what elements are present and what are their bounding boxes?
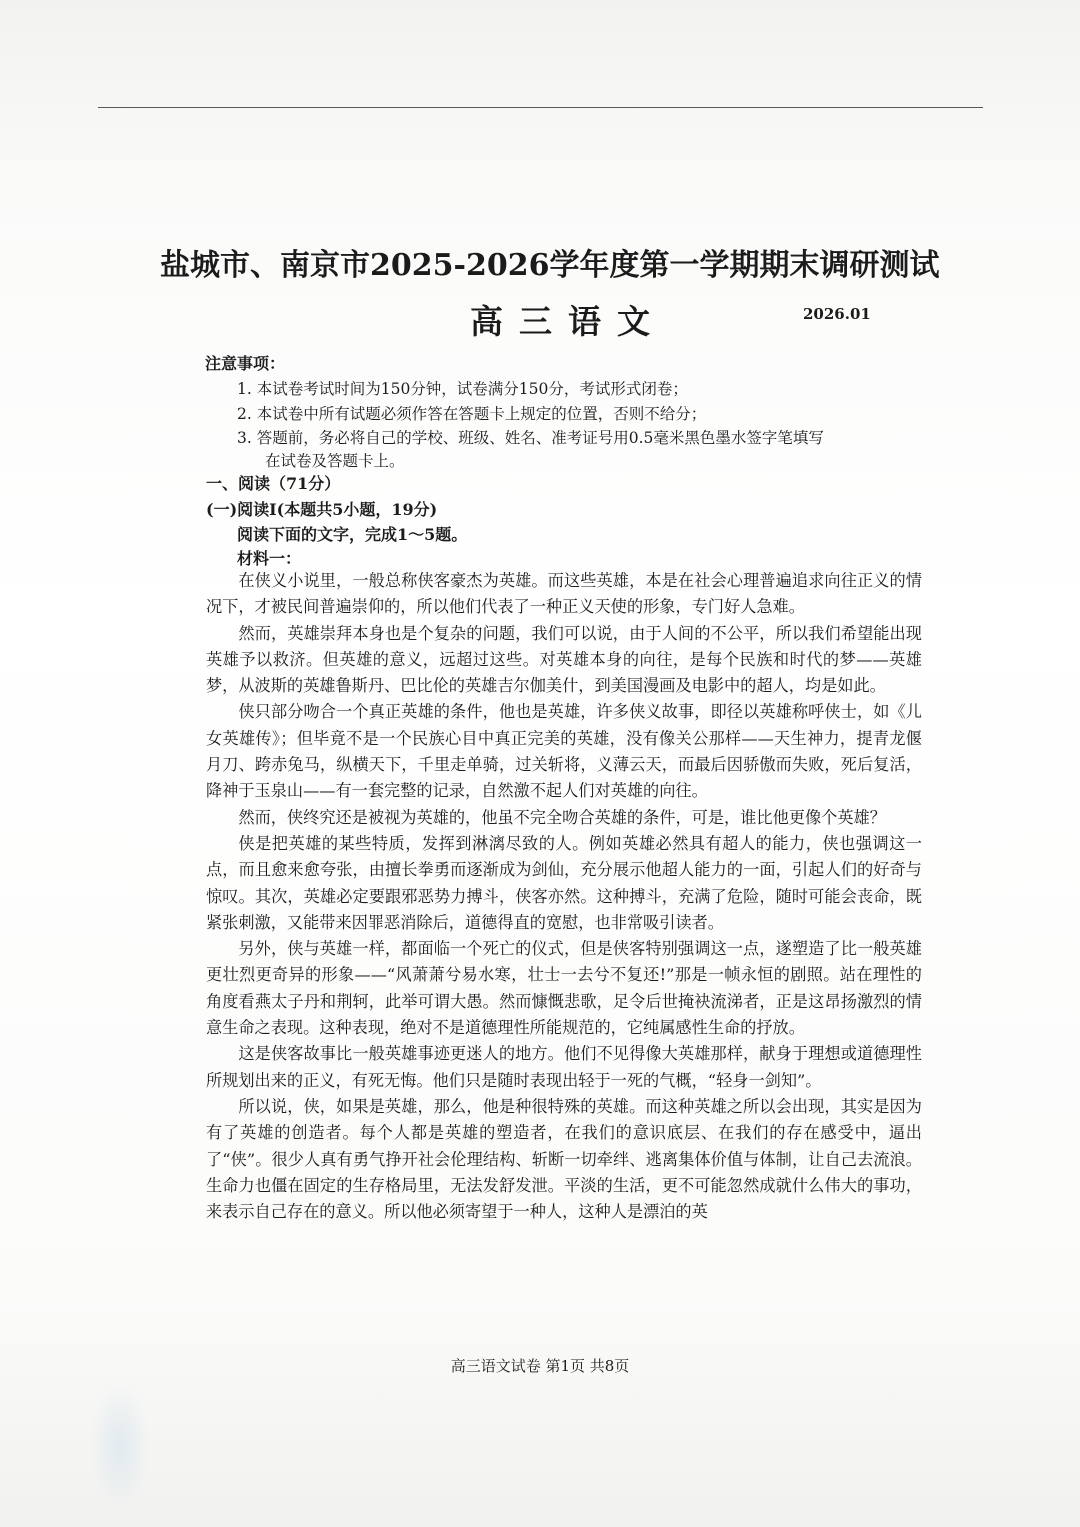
passage-paragraph: 然而，英雄崇拜本身也是个复杂的问题，我们可以说，由于人间的不公平，所以我们希望能出现英雄予以救济。但英雄的意义，远超过这些。对英雄本身的向往，是每个民族和时代的梦——英雄梦，从波斯的英雄鲁斯丹、巴比伦的英雄吉尔伽美什，到美国漫画及电影中的超人，均是如此。: [206, 623, 922, 696]
passage-paragraph: 侠只部分吻合一个真正英雄的条件，他也是英雄，许多侠义故事，即径以英雄称呼侠士，如《儿女英雄传》；但毕竟不是一个民族心目中真正完美的英雄，没有像关公那样——天生神力，提青龙偃月刀、跨赤兔马，纵横天下，千里走单骑，过关斩将，义薄云天，而最后因骄傲而失败，死后复活，降神于玉泉山——有一套完整的记录，自然激不起人们对英雄的向往。: [206, 702, 922, 801]
exam-date: 2026.01: [803, 305, 871, 323]
material-label: 材料一：: [237, 549, 302, 568]
subject-title: 高三语文: [470, 302, 666, 341]
notice-item: 2. 本试卷中所有试题必须作答在答题卡上规定的位置，否则不给分；: [237, 405, 707, 423]
passage-paragraph: 侠是把英雄的某些特质，发挥到淋漓尽致的人。例如英雄必然具有超人的能力，侠也强调这一点，而且愈来愈夸张，由擅长拳勇而逐渐成为剑仙，充分展示他超人能力的一面，引起人们的好奇与惊叹。其次，英雄必定要跟邪恶势力搏斗，侠客亦然。这种搏斗，充满了危险，随时可能会丧命，既紧张刺激，又能带来因罪恶消除后，道德得直的宽慰，也非常吸引读者。: [206, 833, 922, 932]
passage-paragraph: 然而，侠终究还是被视为英雄的，他虽不完全吻合英雄的条件，可是，谁比他更像个英雄？: [238, 807, 886, 827]
top-divider: [98, 107, 983, 108]
notice-item: 3. 答题前，务必将自己的学校、班级、姓名、准考证号用0.5毫米黑色墨水签字笔填写: [237, 429, 824, 447]
passage-paragraph: 另外，侠与英雄一样，都面临一个死亡的仪式，但是侠客特别强调这一点，遂塑造了比一般英雄更壮烈更奇异的形象——“风萧萧兮易水寒，壮士一去兮不复还!”那是一帧永恒的剧照。站在理性的角度看燕太子丹和荆轲，此举可谓大愚。然而慷慨悲歌，足令后世掩袂流涕者，正是这昂扬激烈的情意生命之表现。这种表现，绝对不是道德理性所能规范的，它纯属感性生命的抒放。: [206, 939, 922, 1038]
subsection-heading: (一)阅读Ⅰ(本题共5小题，19分): [206, 500, 438, 519]
reading-instruction: 阅读下面的文字，完成1～5题。: [237, 525, 468, 544]
exam-title: 盐城市、南京市2025-2026学年度第一学期期末调研测试: [160, 248, 940, 283]
notice-item-continuation: 在试卷及答题卡上。: [265, 452, 405, 470]
scan-smudge: [90, 1380, 150, 1510]
page-footer: 高三语文试卷 第1页 共8页: [450, 1357, 630, 1375]
passage-paragraph: 这是侠客故事比一般英雄事迹更迷人的地方。他们不见得像大英雄那样，献身于理想或道德理性所规划出来的正义，有死无悔。他们只是随时表现出轻于一死的气概，“轻身一剑知”。: [206, 1044, 922, 1090]
passage-paragraph: 在侠义小说里，一般总称侠客豪杰为英雄。而这些英雄，本是在社会心理普遍追求向往正义的情况下，才被民间普遍崇仰的，所以他们代表了一种正义天使的形象，专门好人急难。: [206, 571, 922, 617]
passage-paragraph: 所以说，侠，如果是英雄，那么，他是种很特殊的英雄。而这种英雄之所以会出现，其实是因为有了英雄的创造者。每个人都是英雄的塑造者，在我们的意识底层、在我们的存在感受中，逼出了“侠”。很少人真有勇气挣开社会伦理结构、斩断一切牵绊、逃离集体价值与体制，让自己去流浪。生命力也僵在固定的生存格局里，无法发舒发泄。平淡的生活，更不可能忽然成就什么伟大的事功，来表示自己存在的意义。所以他必须寄望于一种人，这种人是漂泊的英: [206, 1096, 922, 1222]
notice-heading: 注意事项：: [205, 354, 286, 373]
section-heading: 一、阅读（71分）: [206, 474, 341, 493]
reading-passage: [206, 568, 922, 1225]
notice-item: 1. 本试卷考试时间为150分钟，试卷满分150分，考试形式闭卷；: [237, 380, 688, 398]
